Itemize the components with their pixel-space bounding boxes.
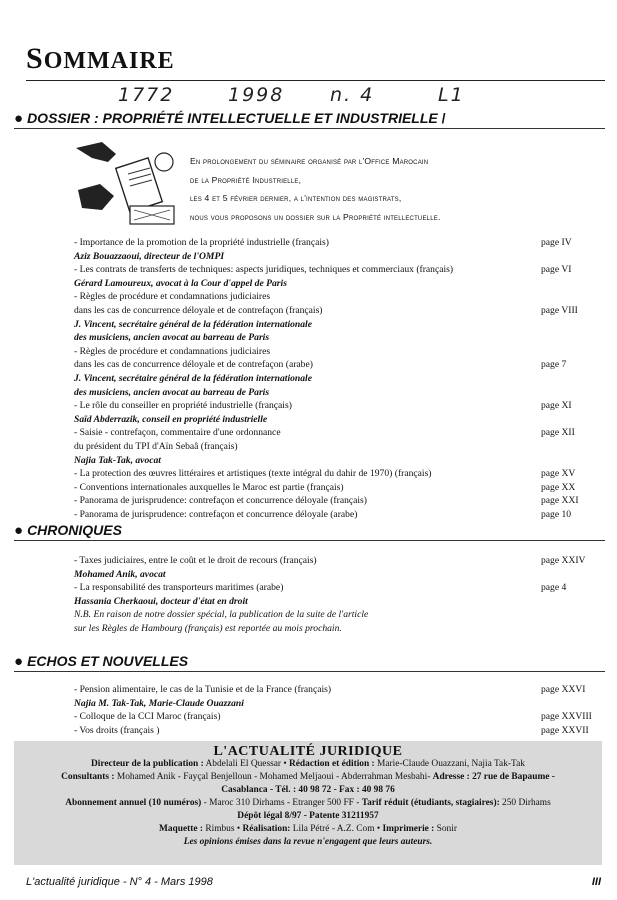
entry-page-ref [541,608,586,622]
entry-page-ref [541,568,586,582]
entry-page-ref: page IV [541,237,572,248]
entry-page-ref: page 7 [541,359,567,371]
entry-page-ref [541,440,579,454]
footer-publication: L'actualité juridique - N° 4 - Mars 1998 [26,876,213,888]
dossier-divider [14,128,605,129]
entry-page-ref [541,454,579,468]
entry-author: Gérard Lamoureux, avocat à la Cour d'appel de Paris [74,277,287,289]
entry-title: - Panorama de jurisprudence: contrefaçon et concurrence déloyale (français) [74,495,367,507]
entry-title: - Saisie - contrefaçon, commentaire d'une ordonnance [74,427,281,439]
entry-page-ref [541,250,579,264]
handwritten-year: 1998 [228,84,285,106]
intro-line: les 4 et 5 février dernier, a l'intention des magistrats, [190,193,402,203]
entry-title: du président du TPI d'Aïn Sebaâ (français) [74,440,238,452]
entry-author: Hassania Cherkaoui, docteur d'état en droit [74,595,248,607]
entry-author: Najia Tak-Tak, avocat [74,454,161,466]
entry-page-ref [541,697,592,711]
entry-page-ref: page XI [541,400,572,412]
dossier-pages [541,236,579,521]
page-title: SOMMAIRE [26,42,175,75]
entry-title: dans les cas de concurrence déloyale et de contrefaçon (français) [74,304,323,316]
entry-title: - Règles de procédure et condamnations judiciaires [74,291,271,303]
entry-title: - Règles de procédure et condamnations judiciaires [74,345,271,357]
entry-title: - Panorama de jurisprudence: contrefaçon et concurrence déloyale (arabe) [74,508,358,520]
entry-page-ref: page XXI [541,495,579,507]
handwritten-issue: n. 4 [330,84,375,106]
entry-page-ref [541,622,586,636]
masthead: L'ACTUALITÉ JURIDIQUE Directeur de la publication : Abdelali El Quessar • Rédaction et édition : Marie-Claude Ouazzani, Najia Tak-Tak Consultants : Mohamed Anik - Fayçal Benjelloun - Mohamed Meljaoui - Abderrahman Mesbahi- Adresse : 27 rue de Bapaume - Casablanca - Tél. : 40 98 72 - Fax : 40 98 76 Abonnement annuel (10 numéros) - Maroc 310 Dirhams - Etranger 500 FF - Tarif réduit (étudiants, stagiaires): 250 Dirhams Dépôt légal 8/97 - Patente 31211957 Maquette : Rimbus • Réalisation: Lila Pétré - A.Z. Com • Imprimerie : Sonir Les opinions émises dans la revue n'engagent que leurs auteurs. [14,745,602,849]
entry-page-ref: page 4 [541,582,567,594]
chroniques-divider [14,540,605,541]
entry-title: - Colloque de la CCI Maroc (français) [74,711,221,723]
entry-title: - Les contrats de transferts de techniques: aspects juridiques, techniques et commerciaux (français) [74,264,454,276]
echos-divider [14,671,605,672]
entry-author: J. Vincent, secrétaire général de la fédération internationale [74,318,312,330]
entry-page-ref: page XV [541,468,576,480]
entry-title: - Importance de la promotion de la propriété industrielle (français) [74,237,329,248]
dossier-heading: ● DOSSIER : PROPRIÉTÉ INTELLECTUELLE ET INDUSTRIELLE / [14,110,446,127]
entry-page-ref [541,331,579,345]
entry-title: - La protection des œuvres littéraires et artistiques (texte intégral du dahir de 1970) (français) [74,468,432,480]
dossier-intro [190,152,520,226]
entry-page-ref: page 10 [541,508,572,520]
echos-pages [541,683,592,737]
entry-author: J. Vincent, secrétaire général de la fédération internationale [74,372,312,384]
entry-page-ref: page XX [541,481,576,493]
entry-page-ref: page XXVIII [541,711,592,723]
entry-page-ref [541,277,579,291]
entry-page-ref [541,318,579,332]
intro-line: nous vous proposons un dossier sur la Propriété intellectuelle. [190,211,441,222]
entry-author: des musiciens, ancien avocat au barreau de Paris [74,386,270,398]
intro-line: de la Propriété Industrielle, [190,174,302,185]
entry-page-ref: page XII [541,427,575,439]
entry-page-ref [541,413,579,427]
entry-title: - La responsabilité des transporteurs maritimes (arabe) [74,582,284,594]
entry-page-ref: page XXVII [541,724,589,736]
entry-title: - Pension alimentaire, le cas de la Tunisie et de la France (français) [74,684,332,695]
chroniques-entries [74,554,368,636]
entry-page-ref: page XXVI [541,684,586,695]
entry-page-ref [541,386,579,400]
entry-author: des musiciens, ancien avocat au barreau de Paris [74,332,270,344]
title-divider [26,80,605,81]
chroniques-pages [541,554,586,636]
entry-title: - Le rôle du conseiller en propriété industrielle (français) [74,400,292,412]
echos-heading: ● ECHOS ET NOUVELLES [14,653,189,670]
entry-page-ref [541,372,579,386]
entry-page-ref [541,595,586,609]
entry-author: Najia M. Tak-Tak, Marie-Claude Ouazzani [74,697,244,709]
entry-title: - Vos droits (français ) [74,724,160,736]
entry-author: Mohamed Anik, avocat [74,568,166,580]
entry-page-ref: page VI [541,264,572,276]
dossier-entries [74,236,453,521]
chroniques-heading: ● CHRONIQUES [14,522,122,539]
entry-page-ref: page XXIV [541,555,586,566]
entry-page-ref: page VIII [541,304,578,316]
handwritten-ref: 1772 [118,84,175,106]
echos-entries [74,683,331,737]
entry-author: Saïd Abderrazik, conseil en propriété industrielle [74,413,268,425]
handwritten-code: L1 [438,84,465,106]
entry-page-ref [541,290,579,304]
entry-title: - Taxes judiciaires, entre le coût et le droit de recours (français) [74,555,317,566]
entry-note: sur les Règles de Hambourg (français) est reportée au mois prochain. [74,622,342,634]
masthead-title: L'ACTUALITÉ JURIDIQUE [213,744,403,759]
entry-note: N.B. En raison de notre dossier spécial, la publication de la suite de l'article [74,609,369,621]
entry-title: - Conventions internationales auxquelles le Maroc est partie (français) [74,481,344,493]
hands-document-illustration [72,140,182,228]
entry-title: dans les cas de concurrence déloyale et de contrefaçon (arabe) [74,359,313,371]
intro-line: En prolongement du séminaire organisé par l'Office Marocain [190,156,429,166]
footer-page-number: III [591,876,601,888]
entry-author: Aziz Bouazzaoui, directeur de l'OMPI [74,250,225,262]
entry-page-ref [541,345,579,359]
